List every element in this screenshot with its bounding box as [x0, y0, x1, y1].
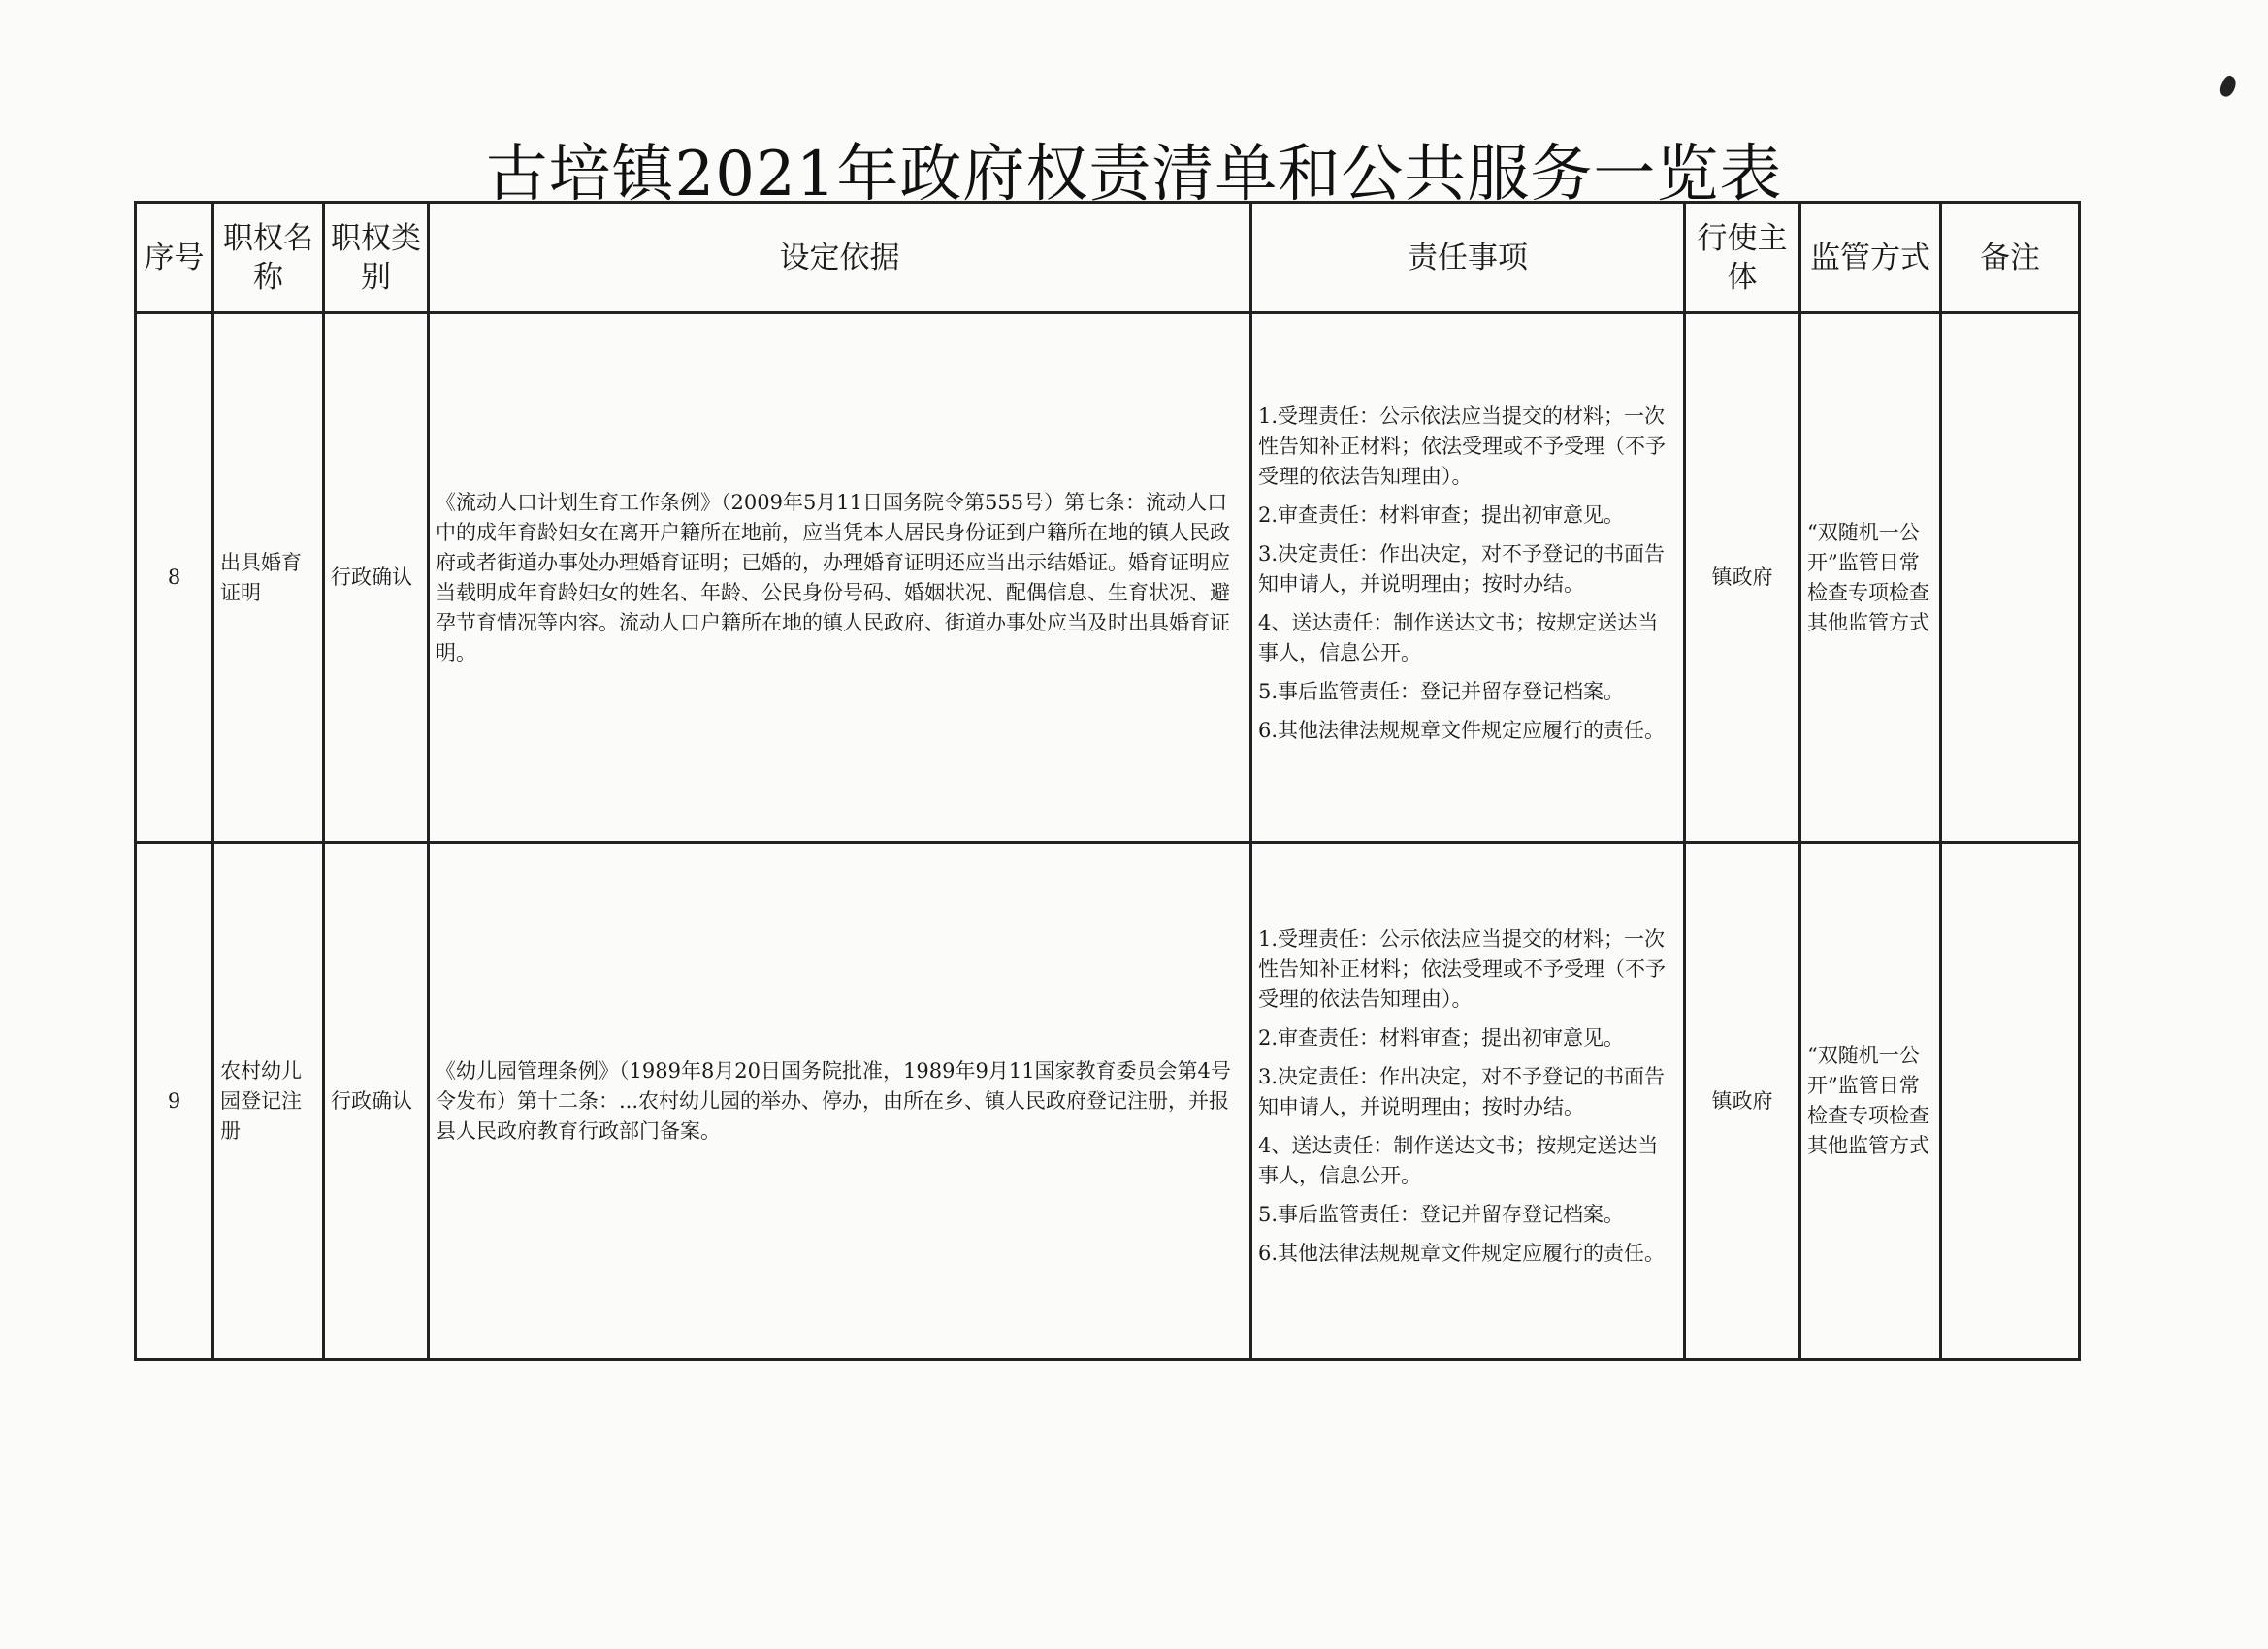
row-supervision: “双随机一公开”监管日常检查专项检查其他监管方式	[1800, 313, 1941, 843]
header-type: 职权类别	[324, 203, 429, 313]
resp-item: 3.决定责任：作出决定，对不予登记的书面告知申请人，并说明理由；按时办结。	[1258, 1065, 1666, 1118]
table-row	[136, 313, 2080, 843]
header-basis: 设定依据	[429, 203, 1251, 313]
table-row	[136, 843, 2080, 1360]
header-row	[136, 203, 2080, 313]
resp-item: 1.受理责任：公示依法应当提交的材料；一次性告知补正材料；依法受理或不予受理（不予受理的依法告知理由）。	[1258, 927, 1666, 1011]
row-resp	[1251, 313, 1685, 843]
resp-item: 3.决定责任：作出决定，对不予登记的书面告知申请人，并说明理由；按时办结。	[1258, 541, 1666, 596]
row-name: 农村幼儿园登记注册	[213, 843, 324, 1360]
resp-item: 6.其他法律法规规章文件规定应履行的责任。	[1258, 718, 1666, 742]
resp-item: 5.事后监管责任：登记并留存登记档案。	[1258, 1203, 1625, 1226]
scan-speck	[2218, 74, 2239, 99]
resp-item: 2.审查责任：材料审查；提出初审意见。	[1258, 502, 1625, 527]
header-resp: 责任事项	[1251, 203, 1685, 313]
row-remarks	[1941, 313, 2080, 843]
header-seq: 序号	[136, 203, 213, 313]
row-subject: 镇政府	[1685, 843, 1800, 1360]
row-remarks	[1941, 843, 2080, 1360]
row-subject: 镇政府	[1685, 313, 1800, 843]
row-basis: 《幼儿园管理条例》（1989年8月20日国务院批准，1989年9月11国家教育委员会第4号令发布）第十二条：...农村幼儿园的举办、停办，由所在乡、镇人民政府登记注册，并报县人民政府教育行政部门备案。	[429, 843, 1251, 1360]
resp-item: 6.其他法律法规规章文件规定应履行的责任。	[1258, 1242, 1666, 1265]
row-seq: 9	[136, 843, 213, 1360]
row-basis: 《流动人口计划生育工作条例》（2009年5月11日国务院令第555号）第七条：流动人口中的成年育龄妇女在离开户籍所在地前，应当凭本人居民身份证到户籍所在地的镇人民政府或者街道办事处办理婚育证明；已婚的，办理婚育证明还应当出示结婚证。婚育证明应当载明成年育龄妇女的姓名、年龄、公民身份号码、婚姻状况、配偶信息、生育状况、避孕节育情况等内容。流动人口户籍所在地的镇人民政府、街道办事处应当及时出具婚育证明。	[429, 313, 1251, 843]
row-name: 出具婚育证明	[213, 313, 324, 843]
row-resp	[1251, 843, 1685, 1360]
header-subject: 行使主体	[1685, 203, 1800, 313]
resp-item: 4、送达责任：制作送达文书；按规定送达当事人，信息公开。	[1258, 1134, 1659, 1187]
header-supervision: 监管方式	[1800, 203, 1941, 313]
row-seq: 8	[136, 313, 213, 843]
responsibility-table	[134, 201, 2081, 1361]
page-title: 古培镇2021年政府权责清单和公共服务一览表	[485, 139, 1783, 210]
row-supervision: “双随机一公开”监管日常检查专项检查其他监管方式	[1800, 843, 1941, 1360]
row-type: 行政确认	[324, 843, 429, 1360]
header-remarks: 备注	[1941, 203, 2080, 313]
resp-item: 2.审查责任：材料审查；提出初审意见。	[1258, 1026, 1625, 1050]
header-name: 职权名称	[213, 203, 324, 313]
row-type: 行政确认	[324, 313, 429, 843]
resp-item: 1.受理责任：公示依法应当提交的材料；一次性告知补正材料；依法受理或不予受理（不予受理的依法告知理由）。	[1258, 404, 1666, 488]
resp-item: 5.事后监管责任：登记并留存登记档案。	[1258, 679, 1625, 703]
resp-item: 4、送达责任：制作送达文书；按规定送达当事人，信息公开。	[1258, 610, 1659, 664]
